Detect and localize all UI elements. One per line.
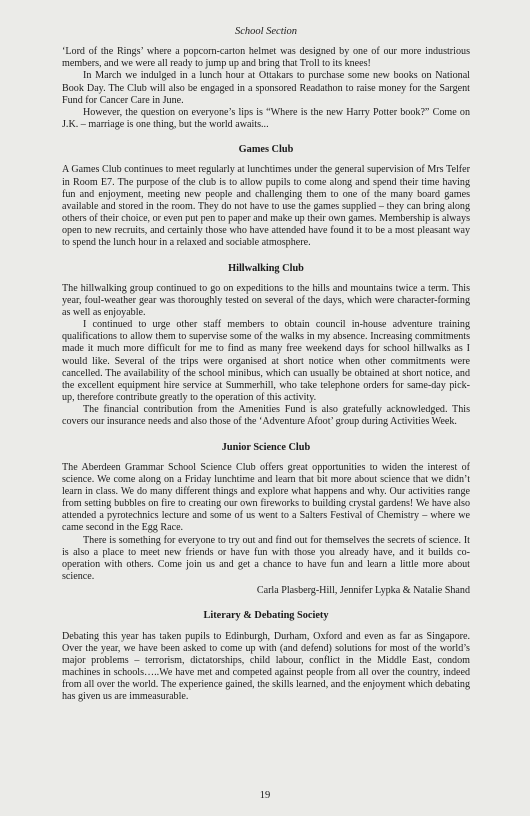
debating-paragraph-1: Debating this year has taken pupils to Edinburgh, Durham, Oxford and even as far as Singapore. Over the year, we have been asked to come up with (and defend) solutions for most of the world’s major problems – terrorism, dictatorships, child labour, conflict in the Middle East, condom machines in schools…..We have met and competed against people from all over the country, indeed from all over the world. The experience gained, the skills learned, and the enjoyment which debating has given us are immeasurable.	[62, 630, 470, 703]
hillwalking-paragraph-3: The financial contribution from the Amenities Fund is also gratefully acknowledged. This covers our insurance needs and also those of the ‘Adventure Afoot’ group during Activities Week.	[62, 404, 470, 428]
games-club-heading: Games Club	[238, 144, 294, 156]
hillwalking-paragraph-2: I continued to urge other staff members to obtain council in-house adventure training qualifications to allow them to supervise some of the walks in my absence. Increasing commitments made it much more difficult for me to find as many free weekend days for school hillwalks as I would like. Several of the trips were organised at short notice when other commitments were cancelled. The availability of the school minibus, which can usually be obtained at short notice, and the excellent equipment hire service at Summerhill, who take telephone orders for same-day pick-up, therefore contribute greatly to the operation of this activity.	[62, 319, 470, 404]
debating-society-heading: Literary & Debating Society	[203, 610, 329, 622]
page-number: 19	[259, 790, 271, 801]
hillwalking-club-heading: Hillwalking Club	[228, 262, 304, 274]
science-paragraph-2: There is something for everyone to try out and find out for themselves the secrets of science. It is also a place to meet new friends or have fun with those you already have, and it builds co-operation with others. Come join us and get a chance to have fun and learn a little more about science.	[62, 534, 470, 583]
intro-paragraph-1: ‘Lord of the Rings’ where a popcorn-carton helmet was designed by one of our more industrious members, and we were all ready to jump up and bring that Troll to its knees!	[62, 46, 470, 70]
running-head: School Section	[234, 26, 298, 37]
science-paragraph-1: The Aberdeen Grammar School Science Club offers great opportunities to widen the interest of science. We come along on a Friday lunchtime and learn that bit more about science that we didn’t learn in class. We do many different things and explore what happens and why. Our activities range from setting bubbles on fire to creating our own fireworks to building crystal gardens! We have also attended a pyrotechnics lecture and some of us went to a Salters Festival of Chemistry – where we came second in the Egg Race.	[62, 461, 470, 534]
science-signature: Carla Plasberg-Hill, Jennifer Lypka & Natalie Shand	[256, 585, 470, 597]
intro-paragraph-3: However, the question on everyone’s lips is “Where is the new Harry Potter book?” Come on J.K. – marriage is one thing, but the world awaits...	[62, 106, 470, 131]
junior-science-club-heading: Junior Science Club	[221, 441, 311, 453]
games-club-paragraph-1: A Games Club continues to meet regularly at lunchtimes under the general supervision of Mrs Telfer in Room E7. The purpose of the club is to allow pupils to come along and spend their time having fun and enjoyment, meeting new people and challenging them to one of the many board games available and stored in the room. They do not have to use the games supplied – they can bring along others of their choice, or even put pen to paper and make up their own games. Membership is always open to new recruits, and certainly those who have attended have found it to be a most pleasant way to spend the lunch hour in a relaxed and sociable atmosphere.	[62, 164, 470, 249]
intro-paragraph-2: In March we indulged in a lunch hour at Ottakars to purchase some new books on National Book Day. The Club will also be engaged in a sponsored Readathon to raise money for the Sargent Fund for Cancer Care in June.	[62, 70, 470, 106]
hillwalking-paragraph-1: The hillwalking group continued to go on expeditions to the hills and mountains twice a term. This year, foul-weather gear was thoroughly tested on several of the days, which were character-forming as well as enjoyable.	[62, 282, 470, 318]
